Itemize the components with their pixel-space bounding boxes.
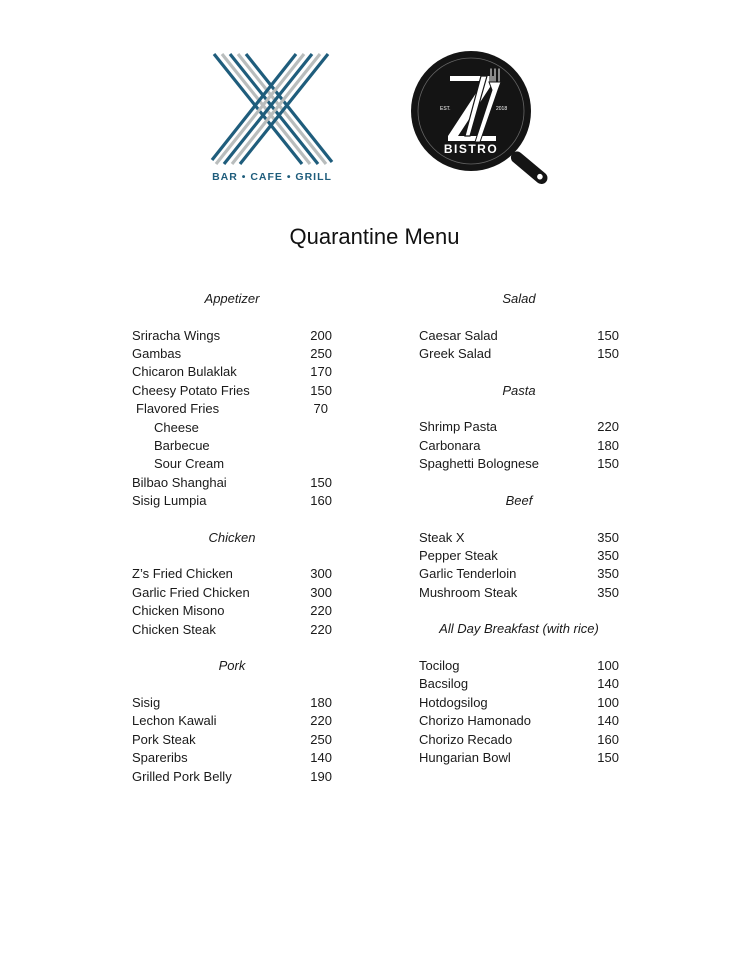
menu-item-price: 170 — [310, 364, 332, 380]
menu-item-name: Garlic Tenderloin — [419, 566, 517, 582]
section-title: Salad — [502, 291, 536, 306]
menu-item — [132, 712, 332, 730]
menu-column-right — [419, 290, 619, 767]
menu-item — [132, 694, 332, 712]
menu-item-name: Bilbao Shanghai — [132, 474, 227, 490]
menu-item — [132, 602, 332, 620]
menu-item — [132, 768, 332, 786]
section-title: Pork — [218, 658, 246, 674]
menu-item-name: Steak X — [419, 529, 465, 545]
menu-item-name: Mushroom Steak — [419, 584, 518, 600]
menu-item — [132, 363, 332, 381]
menu-item-price: 190 — [310, 768, 332, 784]
menu-item-name: Chicaron Bulaklak — [132, 364, 237, 380]
menu-item — [132, 584, 332, 602]
menu-item — [419, 584, 619, 602]
menu-item-price: 150 — [310, 474, 332, 490]
menu-item-price: 160 — [597, 731, 619, 747]
section-spacer — [132, 511, 332, 529]
menu-item-name: Grilled Pork Belly — [132, 768, 232, 784]
menu-item-name: Garlic Fried Chicken — [132, 584, 250, 600]
section-title: Pasta — [502, 382, 536, 398]
menu-item — [132, 437, 332, 455]
menu-item-price: 150 — [310, 382, 332, 398]
x-bar-cafe-grill-logo — [210, 52, 334, 186]
menu-item-name: Cheese — [154, 419, 199, 435]
menu-item — [132, 492, 332, 510]
menu-item-price: 140 — [310, 750, 332, 766]
x-logo-tagline: BAR • CAFE • GRILL — [212, 171, 332, 183]
section-spacer — [419, 474, 619, 492]
menu-item-price: 180 — [310, 695, 332, 711]
menu-item-name: Caesar Salad — [419, 327, 498, 343]
menu-item-price: 140 — [597, 713, 619, 729]
z-logo-bistro-label: BISTRO — [443, 142, 499, 156]
z-logo-year-label: 2018 — [496, 106, 508, 112]
menu-item-name: Spaghetti Bolognese — [419, 456, 539, 472]
menu-item-name: Chicken Steak — [132, 621, 216, 637]
menu-item-name: Sisig — [132, 695, 161, 711]
menu-item — [132, 621, 332, 639]
menu-item — [419, 657, 619, 675]
menu-item-name: Sour Cream — [154, 456, 225, 472]
menu-item-name: Barbecue — [154, 437, 210, 453]
menu-item-price: 150 — [597, 750, 619, 766]
menu-item — [419, 547, 619, 565]
z-logo-est-label: EST. — [440, 106, 451, 112]
menu-item-name: Pepper Steak — [419, 547, 498, 563]
menu-item — [132, 455, 332, 473]
menu-item-name: Chorizo Recado — [419, 731, 513, 747]
menu-item-price: 150 — [597, 327, 619, 343]
menu-item-price: 350 — [597, 529, 619, 545]
menu-item-price: 220 — [310, 603, 332, 619]
section-spacer — [419, 602, 619, 620]
menu-item — [419, 327, 619, 345]
menu-column-left — [132, 290, 332, 786]
section-title: Beef — [505, 492, 533, 508]
menu-item-price: 350 — [597, 547, 619, 563]
menu-item — [132, 382, 332, 400]
menu-item — [419, 712, 619, 730]
menu-item — [419, 675, 619, 693]
menu-item-price: 300 — [310, 584, 332, 600]
z-bistro-logo — [410, 50, 555, 195]
menu-item-name: Lechon Kawali — [132, 713, 217, 729]
menu-item-price: 150 — [597, 456, 619, 472]
menu-item — [419, 565, 619, 583]
menu-item-name: Chorizo Hamonado — [419, 713, 532, 729]
menu-item — [132, 749, 332, 767]
menu-item-name: Hungarian Bowl — [419, 750, 511, 766]
menu-item — [419, 418, 619, 436]
menu-item-name: Tocilog — [419, 658, 460, 674]
menu-item-price: 300 — [310, 566, 332, 582]
menu-item-price: 220 — [310, 713, 332, 729]
menu-item-price: 100 — [597, 694, 619, 710]
menu-item-price: 140 — [597, 676, 619, 692]
menu-item — [419, 694, 619, 712]
menu-item — [132, 345, 332, 363]
menu-item-price: 180 — [597, 437, 619, 453]
menu-item-price: 100 — [597, 658, 619, 674]
menu-item — [132, 419, 332, 437]
menu-item — [419, 749, 619, 767]
menu-item — [132, 474, 332, 492]
menu-item — [132, 565, 332, 583]
menu-item-name: Z’s Fried Chicken — [132, 566, 233, 582]
menu-item — [419, 731, 619, 749]
menu-item-name: Shrimp Pasta — [419, 419, 498, 435]
menu-item-name: Gambas — [132, 345, 182, 361]
menu-item-price: 350 — [597, 584, 619, 600]
menu-item-price: 70 — [313, 401, 328, 417]
menu-item — [132, 327, 332, 345]
menu-item-price: 200 — [310, 327, 332, 343]
menu-item-price: 250 — [310, 731, 332, 747]
x-letter-mark-icon — [210, 52, 334, 167]
menu-item-name: Flavored Fries — [136, 401, 220, 417]
section-spacer — [419, 363, 619, 381]
section-title: Chicken — [208, 529, 256, 545]
menu-item-name: Carbonara — [419, 437, 481, 453]
menu-item — [419, 345, 619, 363]
menu-item-name: Sisig Lumpia — [132, 493, 207, 509]
menu-item — [419, 437, 619, 455]
menu-item-name: Cheesy Potato Fries — [132, 382, 250, 398]
menu-item — [419, 455, 619, 473]
menu-item-price: 160 — [310, 493, 332, 509]
menu-item — [419, 529, 619, 547]
menu-item-price: 220 — [310, 621, 332, 637]
menu-item — [132, 731, 332, 749]
menu-item-name: Greek Salad — [419, 345, 492, 361]
menu-item-price: 150 — [597, 345, 619, 361]
menu-item-name: Hotdogsilog — [419, 694, 488, 710]
section-title: All Day Breakfast (with rice) — [439, 621, 599, 637]
section-spacer — [132, 639, 332, 657]
menu-item-name: Chicken Misono — [132, 603, 225, 619]
menu-item — [132, 400, 332, 418]
menu-item-price: 250 — [310, 345, 332, 361]
menu-item-name: Spareribs — [132, 750, 188, 766]
skillet-icon — [410, 50, 555, 195]
menu-item-name: Bacsilog — [419, 676, 469, 692]
menu-item-price: 220 — [597, 419, 619, 435]
menu-item-name: Sriracha Wings — [132, 327, 221, 343]
section-title: Appetizer — [204, 291, 260, 306]
menu-title: Quarantine Menu — [289, 224, 460, 249]
menu-item-name: Pork Steak — [132, 731, 196, 747]
menu-item-price: 350 — [597, 566, 619, 582]
